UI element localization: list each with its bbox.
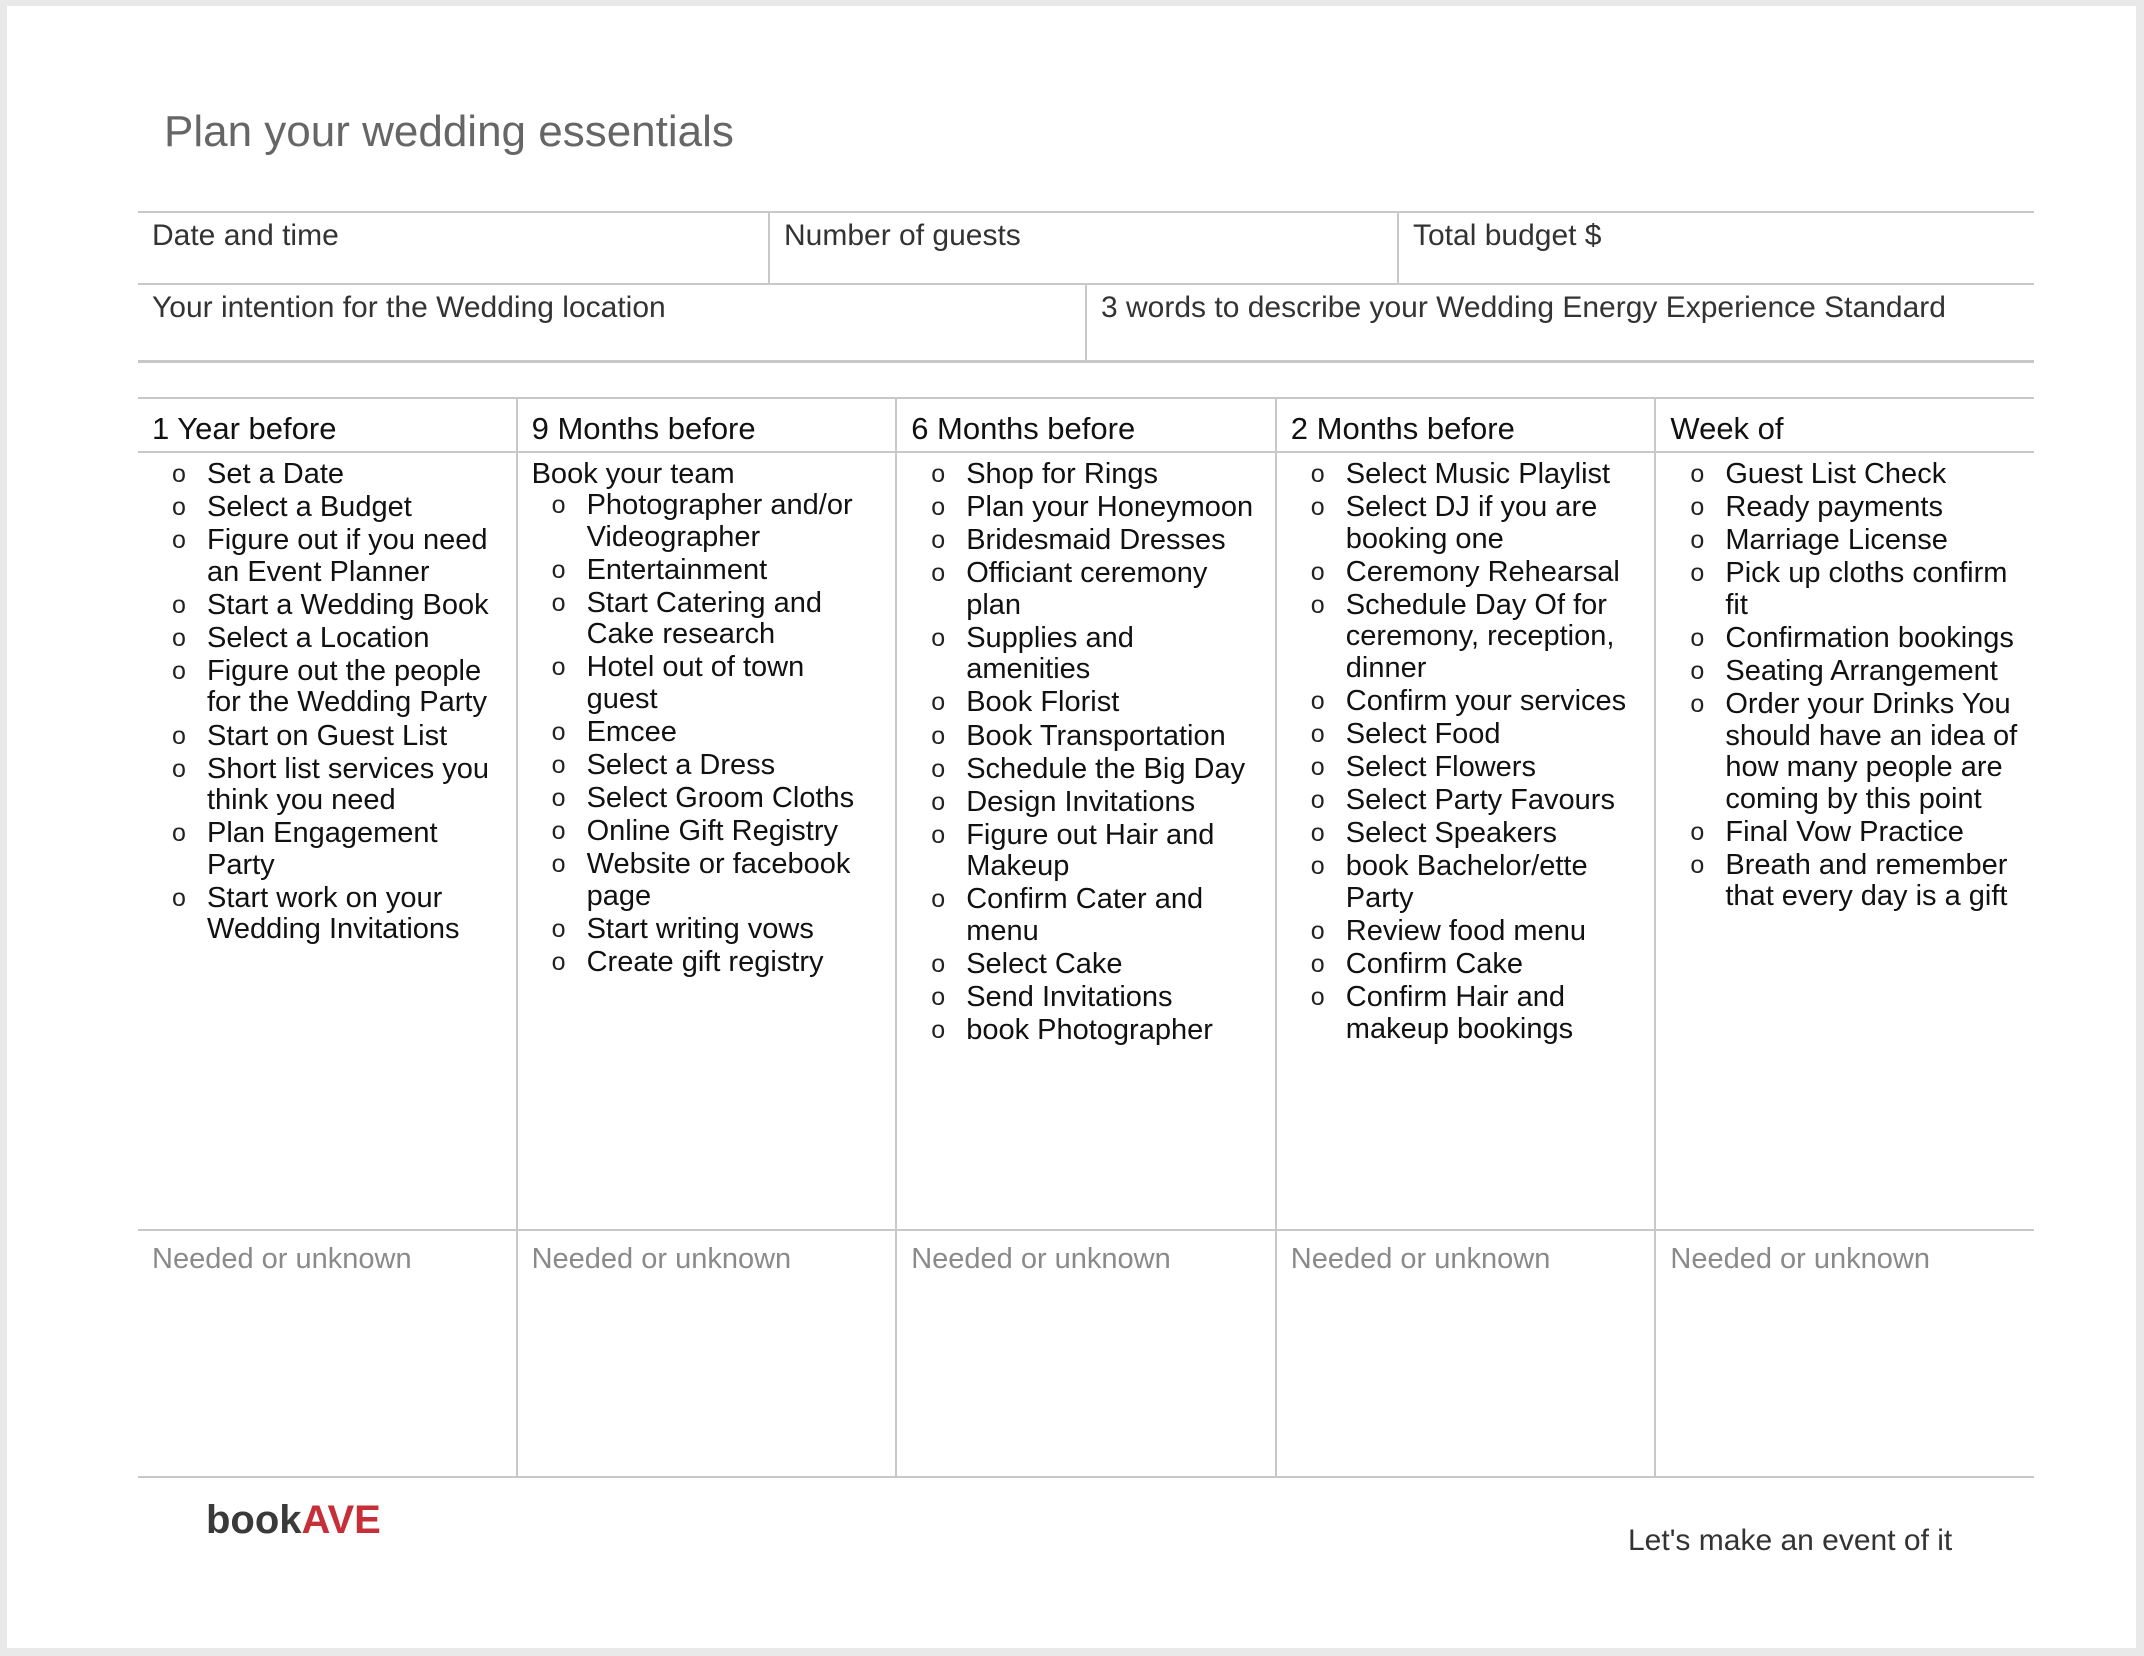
circle-bullet-icon: o bbox=[931, 754, 946, 783]
task-item bbox=[152, 721, 502, 753]
task-label: Create gift registry bbox=[586, 945, 824, 978]
task-item bbox=[152, 459, 502, 491]
task-label: Breath and remember that every day is a gift bbox=[1725, 848, 2008, 913]
task-label: Bridesmaid Dresses bbox=[966, 524, 1226, 557]
circle-bullet-icon: o bbox=[1690, 656, 1705, 685]
task-item bbox=[532, 947, 882, 979]
circle-bullet-icon: o bbox=[551, 491, 566, 519]
task-item bbox=[911, 820, 1261, 883]
circle-bullet-icon: o bbox=[551, 717, 566, 746]
task-item bbox=[911, 558, 1261, 621]
column-tasks bbox=[1656, 453, 2034, 1229]
circle-bullet-icon: o bbox=[1310, 916, 1325, 945]
circle-bullet-icon: o bbox=[1310, 950, 1325, 979]
task-item bbox=[1291, 785, 1641, 817]
task-label: Short list services you think you need bbox=[207, 752, 490, 817]
task-label: Figure out the people for the Wedding Party bbox=[207, 654, 487, 719]
task-item bbox=[911, 492, 1261, 524]
task-item bbox=[911, 754, 1261, 786]
task-item bbox=[532, 490, 882, 553]
task-label: Select Food bbox=[1345, 717, 1501, 750]
circle-bullet-icon: o bbox=[1690, 559, 1705, 588]
task-item bbox=[1291, 949, 1641, 981]
timeline-column bbox=[1654, 399, 2034, 1476]
task-label: Figure out if you need an Event Planner bbox=[207, 524, 488, 588]
task-label: Final Vow Practice bbox=[1725, 815, 1964, 848]
circle-bullet-icon: o bbox=[172, 526, 186, 555]
circle-bullet-icon: o bbox=[1310, 590, 1325, 619]
info-row-1 bbox=[138, 211, 2034, 283]
circle-bullet-icon: o bbox=[931, 950, 946, 979]
task-label: Officiant ceremony plan bbox=[966, 557, 1208, 621]
task-label: book Bachelor/ette Party bbox=[1345, 850, 1588, 914]
task-item bbox=[1670, 689, 2020, 815]
task-list bbox=[1291, 459, 1641, 1045]
task-item bbox=[532, 750, 882, 782]
column-header: 1 Year before bbox=[138, 399, 516, 453]
task-label: Select a Location bbox=[207, 621, 430, 654]
task-item bbox=[152, 754, 502, 817]
task-item bbox=[532, 849, 882, 912]
circle-bullet-icon: o bbox=[172, 460, 186, 488]
needed-or-unknown-field[interactable]: Needed or unknown bbox=[1277, 1229, 1655, 1476]
column-header: Week of bbox=[1656, 399, 2034, 453]
task-label: Guest List Check bbox=[1725, 458, 1947, 490]
circle-bullet-icon: o bbox=[1310, 983, 1325, 1012]
circle-bullet-icon: o bbox=[1690, 526, 1705, 555]
task-item bbox=[911, 459, 1261, 491]
circle-bullet-icon: o bbox=[931, 688, 946, 717]
task-item bbox=[152, 656, 502, 719]
task-label: Confirmation bookings bbox=[1725, 621, 2014, 654]
circle-bullet-icon: o bbox=[1310, 852, 1325, 881]
task-label: Review food menu bbox=[1345, 914, 1586, 947]
circle-bullet-icon: o bbox=[172, 883, 186, 912]
task-list bbox=[1670, 459, 2020, 913]
budget-field[interactable]: Total budget $ bbox=[1397, 213, 2034, 283]
task-label: Select DJ if you are booking one bbox=[1345, 491, 1598, 555]
circle-bullet-icon: o bbox=[172, 656, 186, 685]
circle-bullet-icon: o bbox=[1690, 460, 1705, 488]
circle-bullet-icon: o bbox=[931, 493, 946, 522]
timeline-column bbox=[516, 399, 896, 1476]
task-label: Start work on your Wedding Invitations bbox=[207, 881, 460, 946]
task-label: Entertainment bbox=[586, 553, 768, 586]
circle-bullet-icon: o bbox=[172, 721, 186, 750]
task-label: Confirm Hair and makeup bookings bbox=[1345, 981, 1574, 1045]
task-item bbox=[532, 914, 882, 946]
task-label: Select Music Playlist bbox=[1345, 458, 1611, 490]
task-item bbox=[532, 717, 882, 749]
task-item bbox=[911, 1015, 1261, 1047]
task-item bbox=[152, 525, 502, 588]
task-item bbox=[1670, 656, 2020, 688]
circle-bullet-icon: o bbox=[1310, 557, 1325, 586]
worksheet-page bbox=[7, 6, 2136, 1648]
task-label: Select a Budget bbox=[207, 491, 412, 524]
needed-or-unknown-field[interactable]: Needed or unknown bbox=[897, 1229, 1275, 1476]
column-header: 6 Months before bbox=[897, 399, 1275, 453]
logo-ave-text: AVE bbox=[301, 1498, 381, 1542]
task-label: Start on Guest List bbox=[207, 719, 448, 752]
wedding-info-fields bbox=[138, 211, 2034, 363]
circle-bullet-icon: o bbox=[1310, 686, 1325, 715]
task-item bbox=[532, 652, 882, 715]
task-label: Seating Arrangement bbox=[1725, 654, 1998, 687]
task-item bbox=[1670, 492, 2020, 524]
column-tasks bbox=[897, 453, 1275, 1229]
task-label: Select Speakers bbox=[1345, 817, 1557, 850]
circle-bullet-icon: o bbox=[551, 817, 566, 846]
circle-bullet-icon: o bbox=[931, 885, 946, 914]
circle-bullet-icon: o bbox=[1310, 786, 1325, 815]
circle-bullet-icon: o bbox=[551, 588, 566, 617]
task-label: Select Groom Cloths bbox=[586, 782, 855, 815]
task-label: Confirm Cater and menu bbox=[966, 883, 1204, 947]
task-list bbox=[152, 459, 502, 946]
timeline-column bbox=[1275, 399, 1655, 1476]
column-header: 2 Months before bbox=[1277, 399, 1655, 453]
task-item bbox=[1291, 818, 1641, 850]
task-label: Supplies and amenities bbox=[966, 621, 1134, 686]
task-label: Confirm Cake bbox=[1345, 948, 1524, 981]
page-title: Plan your wedding essentials bbox=[164, 107, 734, 156]
task-label: Start writing vows bbox=[586, 912, 814, 945]
task-label: Confirm your services bbox=[1345, 684, 1627, 717]
timeline-column bbox=[138, 399, 516, 1476]
task-label: Select Party Favours bbox=[1345, 784, 1615, 817]
circle-bullet-icon: o bbox=[551, 947, 566, 976]
task-item bbox=[911, 525, 1261, 557]
task-label: Ready payments bbox=[1725, 491, 1943, 524]
circle-bullet-icon: o bbox=[1690, 623, 1705, 652]
task-label: Pick up cloths confirm fit bbox=[1725, 557, 2008, 621]
column-subheading: Book your team bbox=[531, 458, 735, 490]
task-item bbox=[1291, 459, 1641, 491]
task-item bbox=[911, 949, 1261, 981]
column-tasks bbox=[138, 453, 516, 1229]
circle-bullet-icon: o bbox=[1690, 690, 1705, 719]
circle-bullet-icon: o bbox=[931, 1016, 946, 1045]
circle-bullet-icon: o bbox=[551, 784, 566, 813]
task-label: Schedule Day Of for ceremony, reception, dinner bbox=[1345, 588, 1615, 684]
column-tasks bbox=[1277, 453, 1655, 1229]
energy-field[interactable]: 3 words to describe your Wedding Energy Experience Standard bbox=[1085, 285, 2034, 360]
column-tasks bbox=[518, 453, 896, 1229]
task-item bbox=[1291, 719, 1641, 751]
circle-bullet-icon: o bbox=[931, 460, 946, 488]
task-label: Order your Drinks You should have an idea of how many people are coming by this point bbox=[1725, 688, 2018, 815]
task-label: Ceremony Rehearsal bbox=[1345, 555, 1620, 588]
task-item bbox=[1291, 590, 1641, 685]
circle-bullet-icon: o bbox=[551, 914, 566, 943]
circle-bullet-icon: o bbox=[172, 590, 186, 619]
task-item bbox=[1291, 557, 1641, 589]
task-item bbox=[1670, 850, 2020, 913]
task-label: Plan Engagement Party bbox=[207, 817, 438, 881]
task-item bbox=[1670, 459, 2020, 491]
circle-bullet-icon: o bbox=[1690, 817, 1705, 846]
circle-bullet-icon: o bbox=[931, 559, 946, 588]
task-item bbox=[911, 623, 1261, 686]
task-item bbox=[911, 721, 1261, 753]
task-label: Schedule the Big Day bbox=[966, 752, 1246, 785]
needed-or-unknown-field[interactable]: Needed or unknown bbox=[518, 1229, 896, 1476]
task-list bbox=[911, 459, 1261, 1047]
task-label: Start a Wedding Book bbox=[207, 588, 489, 621]
circle-bullet-icon: o bbox=[931, 820, 946, 849]
task-label: book Photographer bbox=[966, 1014, 1213, 1047]
circle-bullet-icon: o bbox=[1310, 460, 1325, 488]
task-item bbox=[911, 982, 1261, 1014]
task-label: Marriage License bbox=[1725, 524, 1948, 557]
task-label: Send Invitations bbox=[966, 981, 1173, 1014]
circle-bullet-icon: o bbox=[1690, 850, 1705, 879]
task-label: Start Catering and Cake research bbox=[586, 586, 822, 651]
circle-bullet-icon: o bbox=[172, 493, 186, 522]
needed-or-unknown-field[interactable]: Needed or unknown bbox=[1656, 1229, 2034, 1476]
circle-bullet-icon: o bbox=[551, 555, 566, 584]
circle-bullet-icon: o bbox=[551, 750, 566, 779]
task-item bbox=[532, 588, 882, 651]
circle-bullet-icon: o bbox=[931, 721, 946, 750]
circle-bullet-icon: o bbox=[1310, 493, 1325, 522]
logo-book-text: book bbox=[206, 1498, 302, 1542]
task-label: Figure out Hair and Makeup bbox=[966, 818, 1215, 883]
task-label: Plan your Honeymoon bbox=[966, 491, 1254, 524]
circle-bullet-icon: o bbox=[1310, 719, 1325, 748]
circle-bullet-icon: o bbox=[931, 787, 946, 816]
task-list bbox=[532, 490, 882, 978]
timeline-column bbox=[895, 399, 1275, 1476]
task-item bbox=[152, 492, 502, 524]
circle-bullet-icon: o bbox=[172, 623, 186, 652]
task-label: Select a Dress bbox=[586, 748, 776, 781]
task-label: Online Gift Registry bbox=[586, 815, 839, 848]
location-field[interactable]: Your intention for the Wedding location bbox=[152, 291, 666, 324]
task-item bbox=[532, 783, 882, 815]
task-item bbox=[1291, 752, 1641, 784]
task-label: Emcee bbox=[586, 715, 677, 748]
task-item bbox=[1670, 558, 2020, 621]
circle-bullet-icon: o bbox=[931, 623, 946, 652]
circle-bullet-icon: o bbox=[931, 526, 946, 555]
task-label: Hotel out of town guest bbox=[586, 651, 805, 715]
circle-bullet-icon: o bbox=[1310, 753, 1325, 782]
task-label: Design Invitations bbox=[966, 785, 1196, 818]
task-label: Book Florist bbox=[966, 686, 1120, 719]
task-item bbox=[1670, 817, 2020, 849]
bookave-logo bbox=[206, 1498, 381, 1543]
task-item bbox=[911, 787, 1261, 819]
circle-bullet-icon: o bbox=[1310, 819, 1325, 848]
task-item bbox=[152, 818, 502, 881]
timeline-table bbox=[138, 397, 2034, 1478]
task-label: Photographer and/or Videographer bbox=[586, 489, 853, 553]
info-row-2 bbox=[138, 283, 2034, 363]
task-item bbox=[532, 816, 882, 848]
task-label: Book Transportation bbox=[966, 719, 1226, 752]
task-item bbox=[152, 623, 502, 655]
circle-bullet-icon: o bbox=[931, 983, 946, 1012]
circle-bullet-icon: o bbox=[172, 754, 186, 783]
task-item bbox=[152, 590, 502, 622]
task-item bbox=[911, 884, 1261, 947]
task-item bbox=[911, 687, 1261, 719]
tagline: Let's make an event of it bbox=[1628, 1524, 1953, 1557]
task-label: Select Cake bbox=[966, 948, 1123, 981]
task-label: Select Flowers bbox=[1345, 751, 1536, 784]
needed-or-unknown-field[interactable]: Needed or unknown bbox=[138, 1229, 516, 1476]
task-item bbox=[1291, 982, 1641, 1045]
guests-field[interactable]: Number of guests bbox=[768, 213, 1397, 283]
task-label: Shop for Rings bbox=[966, 458, 1159, 490]
task-item bbox=[1291, 492, 1641, 555]
circle-bullet-icon: o bbox=[551, 850, 566, 879]
task-item bbox=[1291, 916, 1641, 948]
task-item bbox=[1670, 623, 2020, 655]
task-item bbox=[1670, 525, 2020, 557]
circle-bullet-icon: o bbox=[172, 819, 186, 848]
task-item bbox=[1291, 851, 1641, 914]
task-item bbox=[1291, 686, 1641, 718]
task-label: Website or facebook page bbox=[586, 848, 851, 912]
column-header: 9 Months before bbox=[518, 399, 896, 453]
task-label: Set a Date bbox=[207, 458, 345, 490]
task-item bbox=[532, 555, 882, 587]
circle-bullet-icon: o bbox=[551, 653, 566, 682]
date-time-field[interactable]: Date and time bbox=[152, 219, 339, 252]
task-item bbox=[152, 883, 502, 946]
circle-bullet-icon: o bbox=[1690, 493, 1705, 522]
